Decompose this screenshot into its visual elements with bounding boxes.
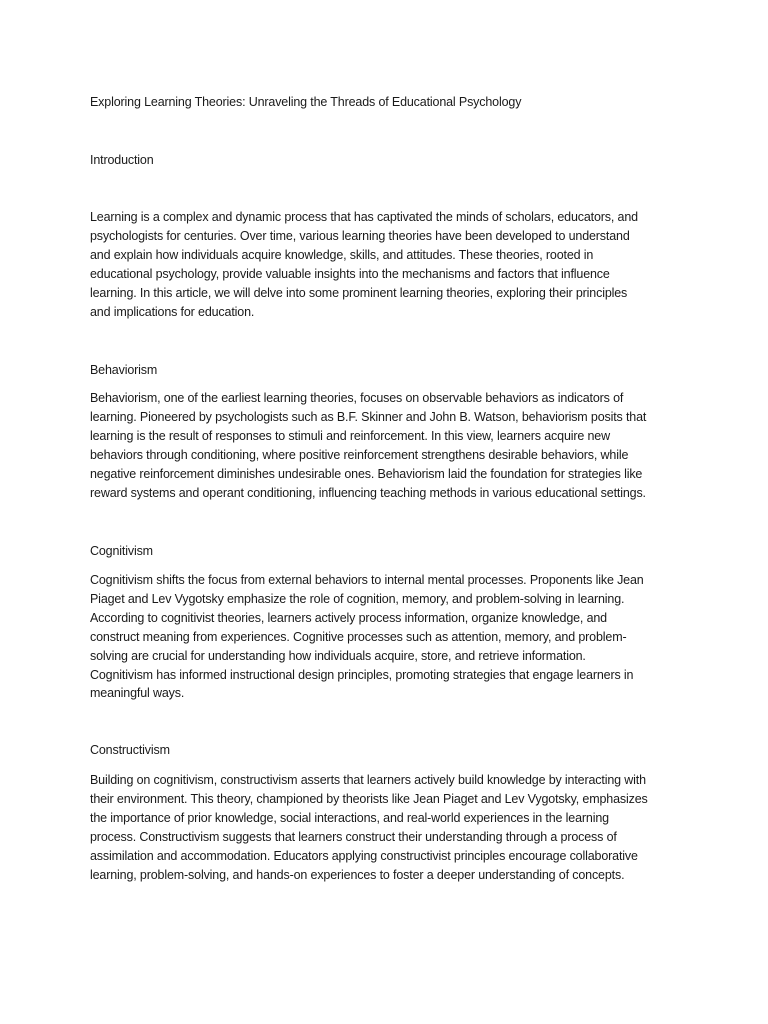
section-heading-cognitivism: Cognitivism xyxy=(90,544,153,558)
paragraph-line: Cognitivism has informed instructional design principles, promoting strategies that engage learners in xyxy=(90,667,634,682)
paragraph-line: Piaget and Lev Vygotsky emphasize the role of cognition, memory, and problem-solving in learning. xyxy=(90,591,625,606)
paragraph-line: educational psychology, provide valuable insights into the mechanisms and factors that influence xyxy=(90,266,610,281)
paragraph-line: assimilation and accommodation. Educators applying constructivist principles encourage collaborative xyxy=(90,848,638,863)
paragraph-line: learning. Pioneered by psychologists such as B.F. Skinner and John B. Watson, behaviorism posits that xyxy=(90,409,647,424)
paragraph-line: behaviors through conditioning, where positive reinforcement strengthens desirable behaviors, while xyxy=(90,447,629,462)
section-heading-behaviorism: Behaviorism xyxy=(90,363,158,377)
paragraph-line: Building on cognitivism, constructivism asserts that learners actively build knowledge by interacting with xyxy=(90,773,646,787)
paragraph-line: learning is the result of responses to stimuli and reinforcement. In this view, learners acquire new xyxy=(90,428,610,443)
paragraph-line: process. Constructivism suggests that learners construct their understanding through a process of xyxy=(90,829,617,844)
paragraph-line: meaningful ways. xyxy=(90,686,185,701)
section-body-cognitivism xyxy=(90,571,690,703)
paragraph-line: learning, problem-solving, and hands-on experiences to foster a deeper understanding of concepts. xyxy=(90,867,625,882)
paragraph-line: their environment. This theory, championed by theorists like Jean Piaget and Lev Vygotsky, emphasizes xyxy=(90,791,648,806)
section-heading-constructivism: Constructivism xyxy=(90,743,170,757)
paragraph-line: psychologists for centuries. Over time, various learning theories have been developed to understand xyxy=(90,228,630,243)
paragraph-line: negative reinforcement diminishes undesirable ones. Behaviorism laid the foundation for strategies like xyxy=(90,466,643,481)
paragraph-line: learning. In this article, we will delve into some prominent learning theories, exploring their principles xyxy=(90,285,628,300)
paragraph-line: reward systems and operant conditioning, influencing teaching methods in various educational settings. xyxy=(90,485,646,500)
paragraph-line: Learning is a complex and dynamic process that has captivated the minds of scholars, educators, and xyxy=(90,210,638,224)
document-title: Exploring Learning Theories: Unraveling the Threads of Educational Psychology xyxy=(90,95,522,109)
paragraph-line: solving are crucial for understanding how individuals acquire, store, and retrieve information. xyxy=(90,648,586,663)
paragraph-line: According to cognitivist theories, learners actively process information, organize knowledge, and xyxy=(90,610,607,625)
paragraph-line: the importance of prior knowledge, social interactions, and real-world experiences in the learning xyxy=(90,810,609,825)
paragraph-line: and implications for education. xyxy=(90,304,255,319)
section-heading-introduction: Introduction xyxy=(90,153,154,167)
section-body-introduction xyxy=(90,208,690,321)
section-body-constructivism xyxy=(90,771,690,884)
paragraph-line: Cognitivism shifts the focus from external behaviors to internal mental processes. Proponents like Jean xyxy=(90,573,644,587)
paragraph-line: construct meaning from experiences. Cognitive processes such as attention, memory, and problem- xyxy=(90,629,627,644)
paragraph-line: and explain how individuals acquire knowledge, skills, and attitudes. These theories, rooted in xyxy=(90,247,594,262)
section-body-behaviorism xyxy=(90,389,690,502)
paragraph-line: Behaviorism, one of the earliest learning theories, focuses on observable behaviors as indicators of xyxy=(90,391,624,405)
